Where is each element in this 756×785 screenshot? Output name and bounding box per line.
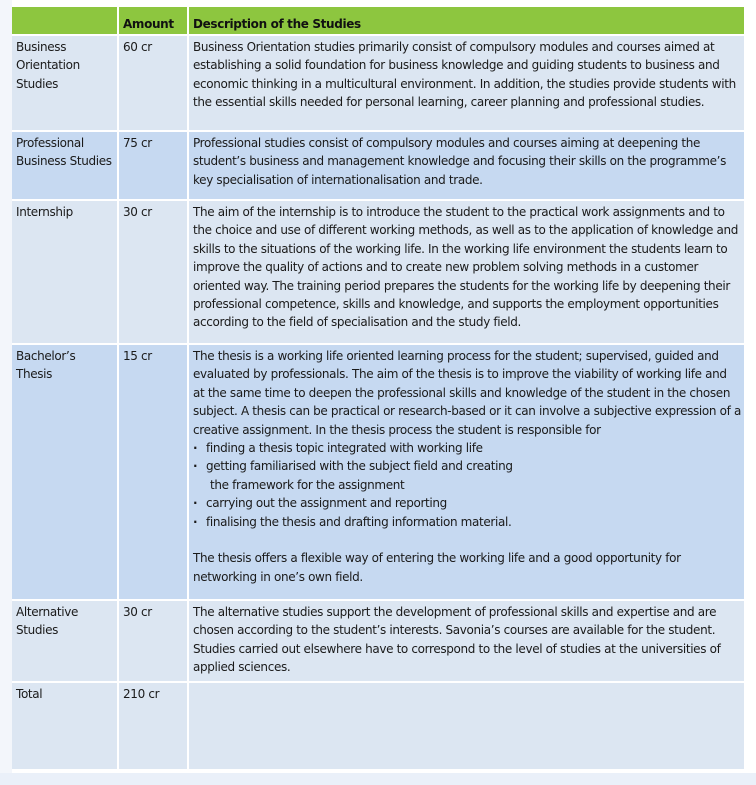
total-label: Total (12, 683, 119, 769)
module-name: Bachelor’s Thesis (12, 345, 119, 601)
module-name: Alternative Studies (12, 601, 119, 683)
module-name: Professional Business Studies (12, 132, 119, 201)
table-row-total (12, 683, 744, 769)
table-row-internship (12, 201, 744, 345)
module-amount: 60 cr (119, 36, 189, 132)
page-bottom-margin (0, 773, 756, 785)
list-item: · getting familiarised with the subject field and creating the framework for the assignment (193, 457, 741, 494)
page-margin (0, 0, 12, 773)
module-description: The alternative studies support the development of professional skills and expertise and are chosen according to the student’s interests. Savonia’s courses are available for the student. Studies carried out elsewhere have to correspond to the level of studies at the universities of applied sciences. (189, 601, 744, 683)
total-amount: 210 cr (119, 683, 189, 769)
module-amount: 30 cr (119, 601, 189, 683)
total-description (189, 683, 744, 769)
thesis-responsibilities-list (193, 439, 741, 531)
thesis-intro: The thesis is a working life oriented learning process for the student; supervised, guided and evaluated by professionals. The aim of the thesis is to improve the viability of working life and at the same time to deepen the professional skills and knowledge of the student in the chosen subject. A thesis can be practical or research-based or it can involve a subjective expression of a creative assignment. In the thesis process the student is responsible for (193, 349, 741, 437)
header-module (12, 7, 119, 36)
table-row-bachelors-thesis (12, 345, 744, 601)
module-amount: 75 cr (119, 132, 189, 201)
list-item: · carrying out the assignment and reporting (193, 494, 741, 512)
module-amount: 15 cr (119, 345, 189, 601)
table-header (12, 7, 744, 36)
module-name: Business Orientation Studies (12, 36, 119, 132)
table-row-business-orientation (12, 36, 744, 132)
module-description: The aim of the internship is to introduce the student to the practical work assignments and to the choice and use of different working methods, as well as to the application of knowledge and skills to the situations of the working life. In the working life environment the students learn to improve the quality of actions and to create new problem solving methods in a customer oriented way. The training period prepares the students for the working life by deepening their professional competence, skills and knowledge, and supports the employment opportunities according to the field of specialisation and the study field. (189, 201, 744, 345)
header-description: Description of the Studies (189, 7, 744, 36)
list-item: · finalising the thesis and drafting information material. (193, 513, 741, 531)
list-item: · finding a thesis topic integrated with working life (193, 439, 741, 457)
module-name: Internship (12, 201, 119, 345)
header-row (12, 7, 744, 36)
module-amount: 30 cr (119, 201, 189, 345)
table-row-professional-business (12, 132, 744, 201)
list-item-continuation: the framework for the assignment (210, 477, 405, 492)
thesis-outro: The thesis offers a flexible way of entering the working life and a good opportunity for networking in one’s own field. (193, 551, 681, 584)
header-amount: Amount (119, 7, 189, 36)
module-description: Professional studies consist of compulsory modules and courses aiming at deepening the student’s business and management knowledge and focusing their skills on the programme’s key specialisation of internationalisation and trade. (189, 132, 744, 201)
paragraph-gap (193, 531, 741, 549)
module-description: Business Orientation studies primarily consist of compulsory modules and courses aimed at establishing a solid foundation for business knowledge and guiding students to business and economic thinking in a multicultural environment. In addition, the studies provide students with the essential skills needed for personal learning, career planning and professional studies. (189, 36, 744, 132)
table-row-alternative-studies (12, 601, 744, 683)
module-description (189, 345, 744, 601)
studies-table (12, 7, 744, 769)
